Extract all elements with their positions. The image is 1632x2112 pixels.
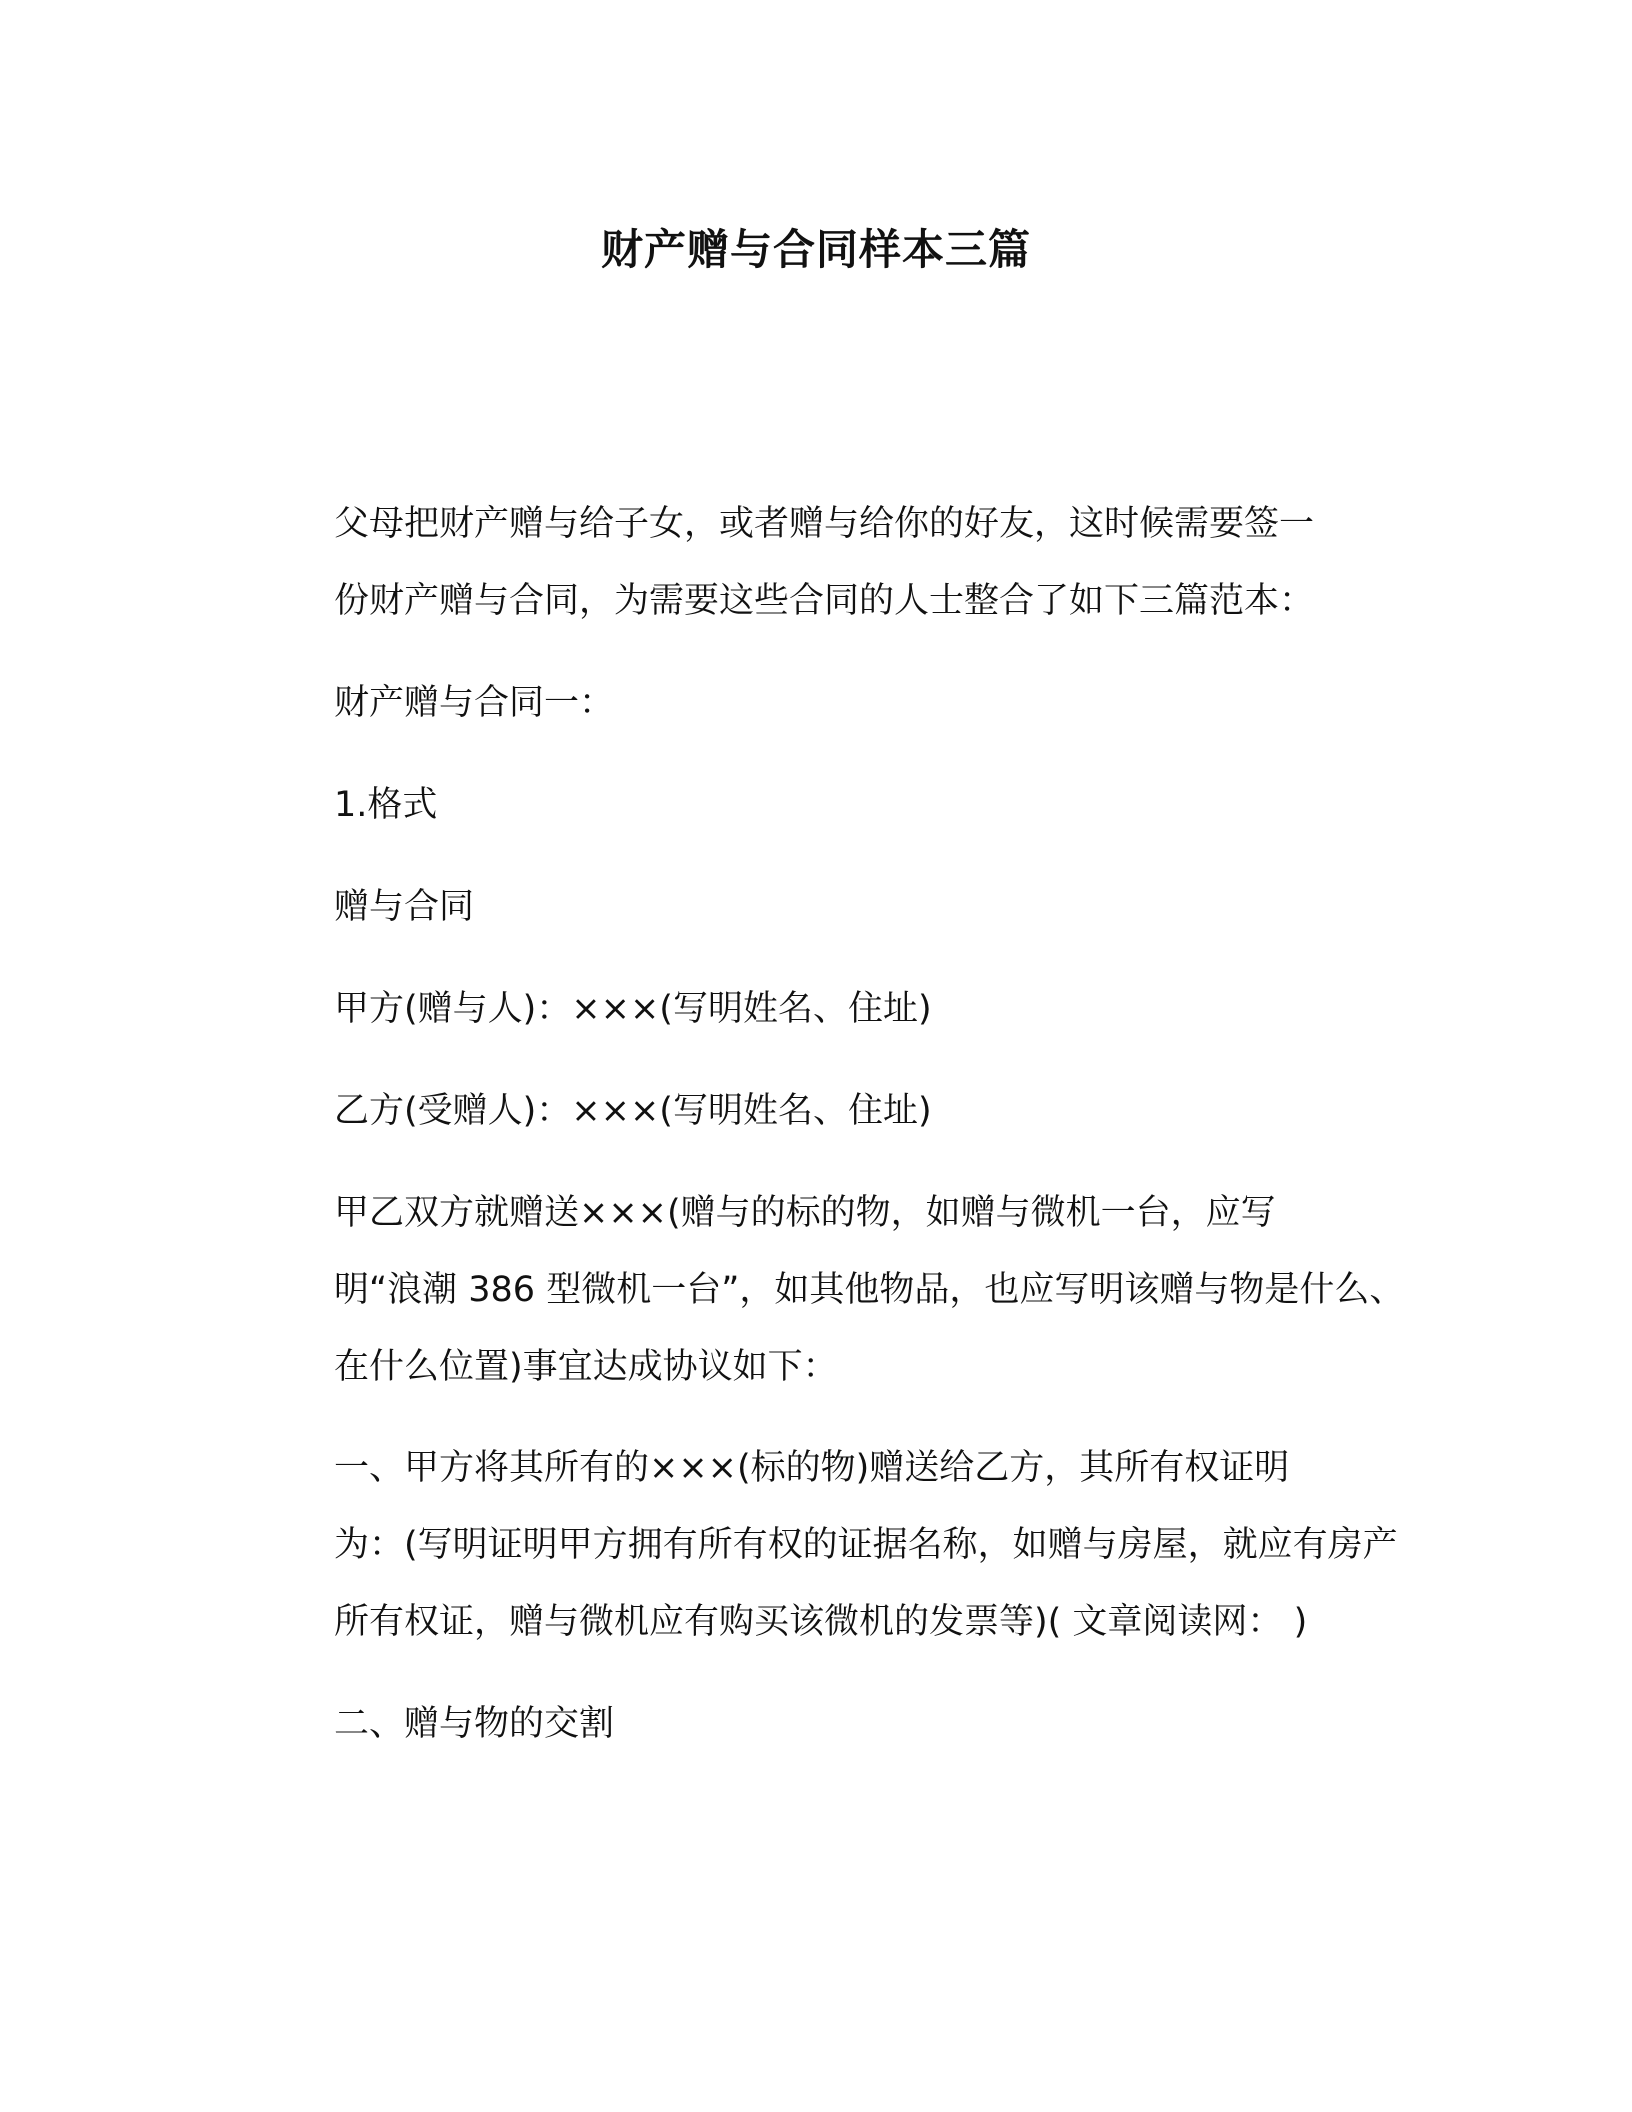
clause-two-heading: [238, 1686, 1384, 1763]
text-line: 所有权证，赠与微机应有购买该微机的发票等)( 文章阅读网： ): [334, 1602, 1308, 1642]
text-line: 财产赠与合同一：: [334, 683, 615, 723]
text-line: 明“浪潮 386 型微机一台”，如其他物品，也应写明该赠与物是什么、: [334, 1270, 1405, 1310]
text-line: 份财产赠与合同，为需要这些合同的人士整合了如下三篇范本：: [334, 581, 1315, 621]
contract-name: [238, 869, 1384, 946]
party-a-line: [238, 971, 1384, 1048]
section-heading-contract-one: [238, 665, 1384, 742]
subheading-format: [238, 767, 1384, 844]
text-line: 二、赠与物的交割: [334, 1704, 615, 1744]
text-line: 为：(写明证明甲方拥有所有权的证据名称，如赠与房屋，就应有房产: [334, 1525, 1398, 1565]
party-b-line: [238, 1073, 1384, 1150]
document-title: 财产赠与合同样本三篇: [600, 225, 1031, 274]
text-line: 一、甲方将其所有的×××(标的物)赠送给乙方，其所有权证明: [334, 1448, 1290, 1488]
intro-paragraph: [238, 486, 1384, 640]
text-line: 甲方(赠与人)：×××(写明姓名、住址): [334, 989, 932, 1029]
text-line: 赠与合同: [334, 887, 475, 927]
text-line: 在什么位置)事宜达成协议如下：: [334, 1347, 838, 1387]
agreement-paragraph: [238, 1175, 1405, 1406]
text-line: 1.格式: [334, 785, 438, 825]
text-line: 甲乙双方就赠送×××(赠与的标的物，如赠与微机一台，应写: [334, 1193, 1276, 1233]
text-line: 乙方(受赠人)：×××(写明姓名、住址): [334, 1091, 932, 1131]
text-line: 父母把财产赠与给子女，或者赠与给你的好友，这时候需要签一: [334, 504, 1315, 544]
clause-one-paragraph: [238, 1430, 1398, 1661]
